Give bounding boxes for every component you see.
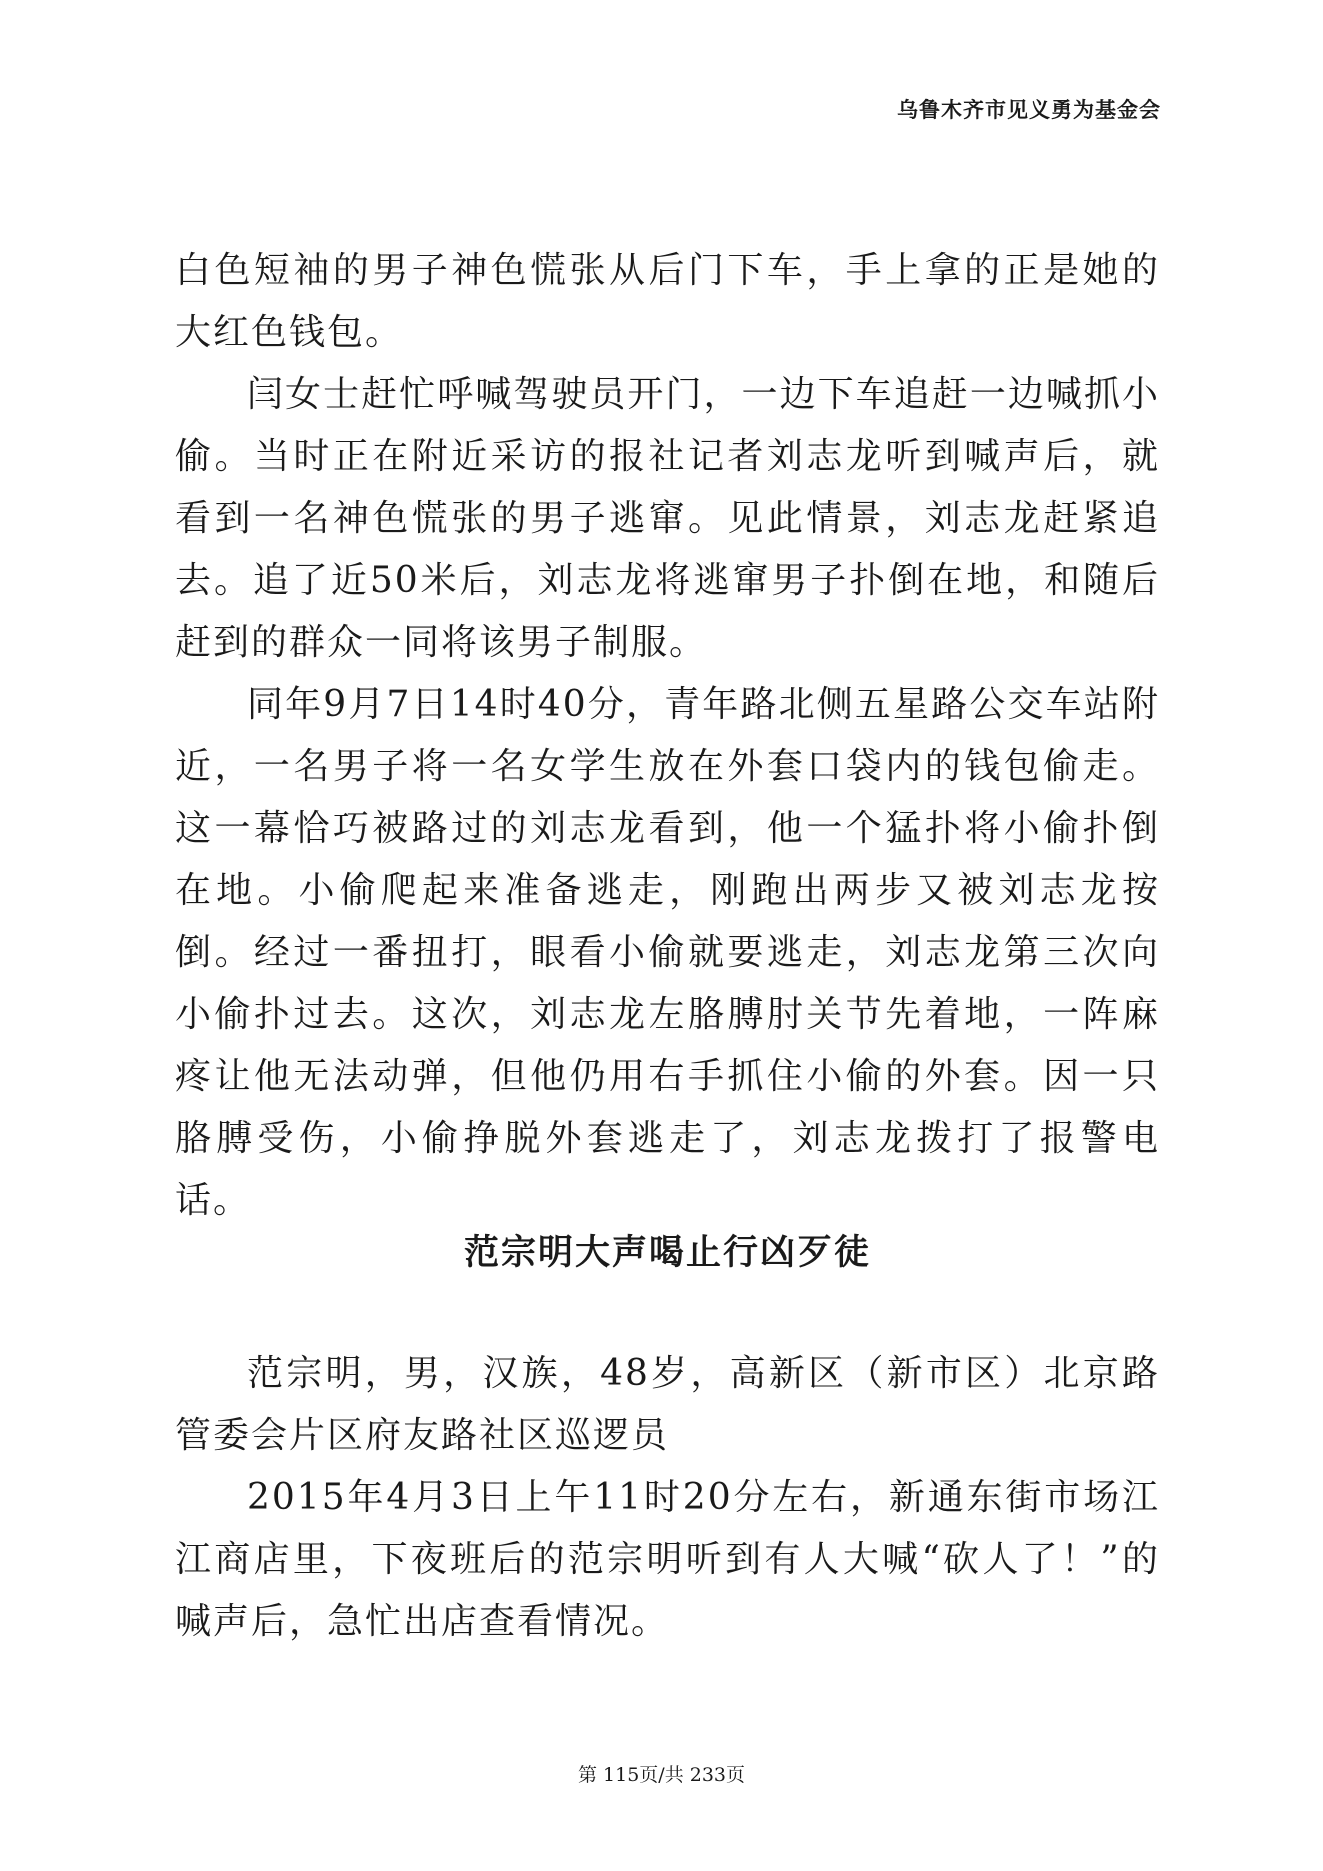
- paragraph-profile: 范宗明，男，汉族，48岁，高新区（新市区）北京路管委会片区府友路社区巡逻员: [175, 1353, 1160, 1456]
- section-title: 范宗明大声喝止行凶歹徒: [463, 1233, 871, 1273]
- section-body-text: [175, 1343, 1160, 1653]
- paragraph-bus-stop: 同年9月7日14时40分，青年路北侧五星路公交车站附近，一名男子将一名女学生放在外套口袋内的钱包偷走。这一幕恰巧被路过的刘志龙看到，他一个猛扑将小偷扑倒在地。小偷爬起来准备逃走，刚跑出两步又被刘志龙按倒。经过一番扭打，眼看小偷就要逃走，刘志龙第三次向小偷扑过去。这次，刘志龙左胳膊肘关节先着地，一阵麻疼让他无法动弹，但他仍用右手抓住小偷的外套。因一只胳膊受伤，小偷挣脱外套逃走了，刘志龙拨打了报警电话。: [175, 684, 1160, 1221]
- page-number-footer: 第 115页/共 233页: [577, 1764, 745, 1786]
- body-text: [175, 240, 1160, 1232]
- paragraph-chase: 闫女士赶忙呼喊驾驶员开门，一边下车追赶一边喊抓小偷。当时正在附近采访的报社记者刘志龙听到喊声后，就看到一名神色慌张的男子逃窜。见此情景，刘志龙赶紧追去。追了近50米后，刘志龙将逃窜男子扑倒在地，和随后赶到的群众一同将该男子制服。: [175, 374, 1160, 663]
- paragraph-incident: 2015年4月3日上午11时20分左右，新通东街市场江江商店里，下夜班后的范宗明听到有人大喊“砍人了！”的喊声后，急忙出店查看情况。: [175, 1477, 1160, 1642]
- page-header-org-name: 乌鲁木齐市见义勇为基金会: [897, 97, 1161, 122]
- paragraph-continued: 白色短袖的男子神色慌张从后门下车，手上拿的正是她的大红色钱包。: [175, 250, 1160, 353]
